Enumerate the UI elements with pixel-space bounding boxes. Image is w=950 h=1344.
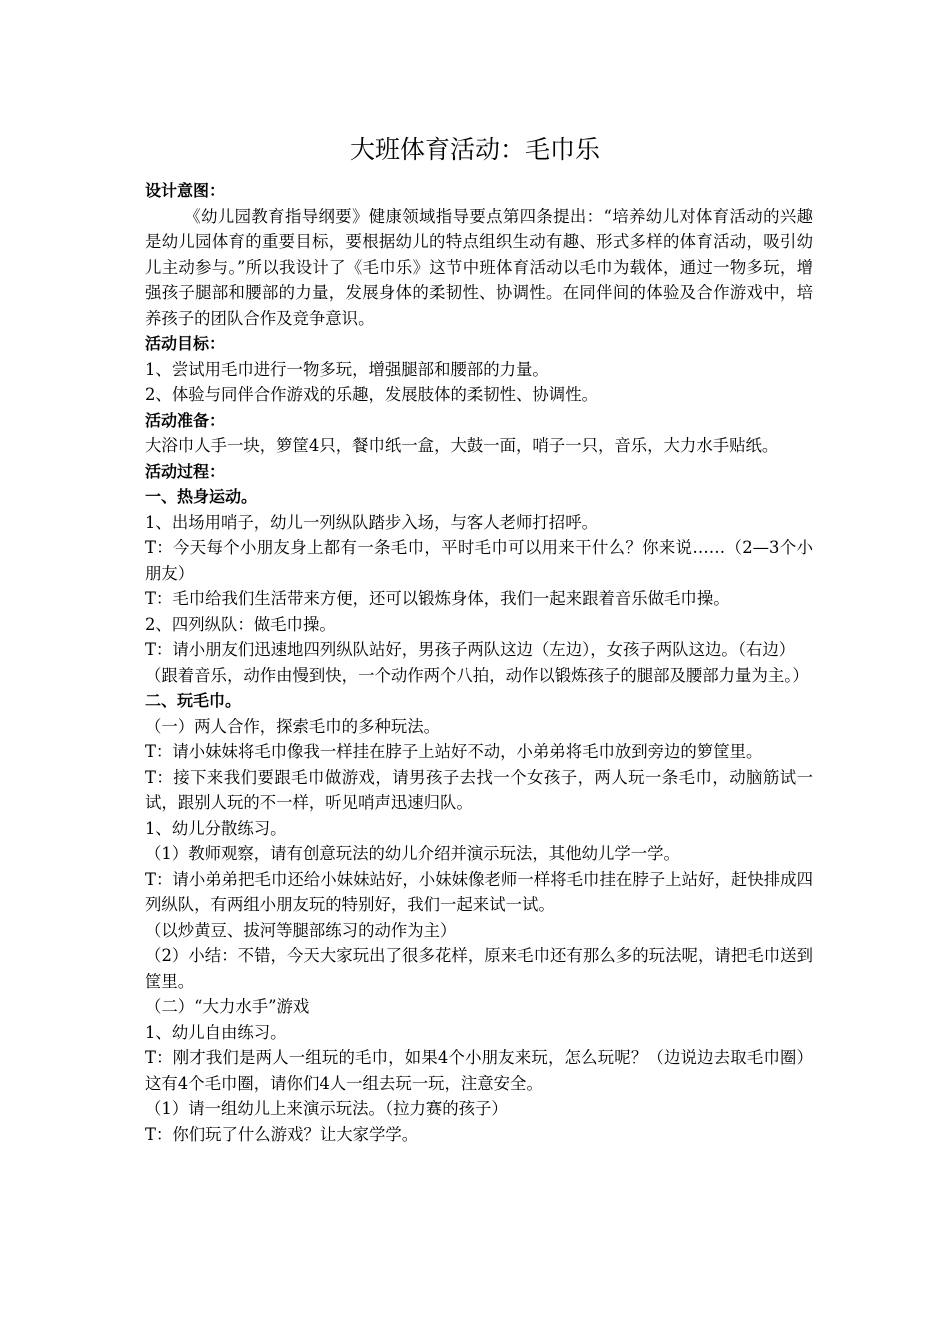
process-line: （一）两人合作，探索毛巾的多种玩法。 — [145, 716, 441, 736]
process-line: 1、出场用哨子，幼儿一列纵队踏步入场，与客人老师打招呼。 — [145, 512, 598, 532]
process-line: T：刚才我们是两人一组玩的毛巾，如果4个小朋友来玩，怎么玩呢？（边说边去取毛巾圈）这有4个毛巾圈，请你们4人一组去玩一玩，注意安全。 — [145, 1048, 813, 1093]
process-line: （二）“大力水手”游戏 — [145, 997, 310, 1016]
section-heading-design-intent: 设计意图： — [145, 181, 226, 200]
process-line: T：接下来我们要跟毛巾做游戏，请男孩子去找一个女孩子，两人玩一条毛巾，动脑筋试一试，跟别人玩的不一样，听见哨声迅速归队。 — [145, 767, 813, 812]
process-line: T：请小妹妹将毛巾像我一样挂在脖子上站好不动，小弟弟将毛巾放到旁边的箩筐里。 — [145, 742, 763, 761]
document-title: 大班体育活动：毛巾乐 — [349, 135, 600, 164]
process-line: （以炒黄豆、拔河等腿部练习的动作为主） — [145, 920, 457, 940]
process-line: （1）教师观察，请有创意玩法的幼儿介绍并演示玩法，其他幼儿学一学。 — [145, 844, 680, 863]
process-line: （跟着音乐，动作由慢到快，一个动作两个八拍，动作以锻炼孩子的腿部及腰部力量为主。） — [145, 665, 809, 685]
subheading-warmup: 一、热身运动。 — [145, 487, 258, 506]
design-intent-paragraph: 《幼儿园教育指导纲要》健康领域指导要点第四条提出：“培养幼儿对体育活动的兴趣是幼儿园体育的重要目标，要根据幼儿的特点组织生动有趣、形式多样的体育活动，吸引幼儿主动参与。”所以我设计了《毛巾乐》这节中班体育活动以毛巾为载体，通过一物多玩，增强孩子腿部和腰部的力量，发展身体的柔韧性、协调性。在同伴间的体验及合作游戏中，培养孩子的团队合作及竞争意识。 — [145, 206, 813, 328]
process-line: T：请小弟弟把毛巾还给小妹妹站好，小妹妹像老师一样将毛巾挂在脖子上站好，赶快排成四列纵队，有两组小朋友玩的特别好，我们一起来试一试。 — [145, 869, 813, 914]
process-line: 1、幼儿分散练习。 — [145, 818, 287, 838]
goal-item: 1、尝试用毛巾进行一物多玩，增强腿部和腰部的力量。 — [145, 359, 549, 379]
subheading-play-towel: 二、玩毛巾。 — [145, 691, 242, 710]
section-heading-process: 活动过程： — [145, 461, 226, 481]
document-body — [145, 178, 813, 1147]
section-heading-preparation: 活动准备： — [145, 410, 226, 430]
process-line: T：你们玩了什么游戏？让大家学学。 — [145, 1124, 419, 1144]
process-line: T：今天每个小朋友身上都有一条毛巾，平时毛巾可以用来干什么？你来说……（2—3个小朋友） — [145, 538, 813, 583]
preparation-paragraph: 大浴巾人手一块，箩筐4只，餐巾纸一盒，大鼓一面，哨子一只，音乐，大力水手贴纸。 — [145, 436, 779, 455]
process-line: T：请小朋友们迅速地四列纵队站好，男孩子两队这边（左边），女孩子两队这边。（右边） — [145, 640, 796, 659]
process-line: 1、幼儿自由练习。 — [145, 1022, 287, 1042]
process-line: （2）小结：不错，今天大家玩出了很多花样，原来毛巾还有那么多的玩法呢，请把毛巾送到筐里。 — [145, 946, 813, 991]
process-line: 2、四列纵队：做毛巾操。 — [145, 614, 336, 634]
process-line: T：毛巾给我们生活带来方便，还可以锻炼身体，我们一起来跟着音乐做毛巾操。 — [145, 589, 730, 608]
goal-item: 2、体验与同伴合作游戏的乐趣，发展肢体的柔韧性、协调性。 — [145, 385, 598, 404]
section-heading-goals: 活动目标： — [145, 334, 226, 353]
process-line: （1）请一组幼儿上来演示玩法。（拉力赛的孩子） — [145, 1099, 508, 1118]
